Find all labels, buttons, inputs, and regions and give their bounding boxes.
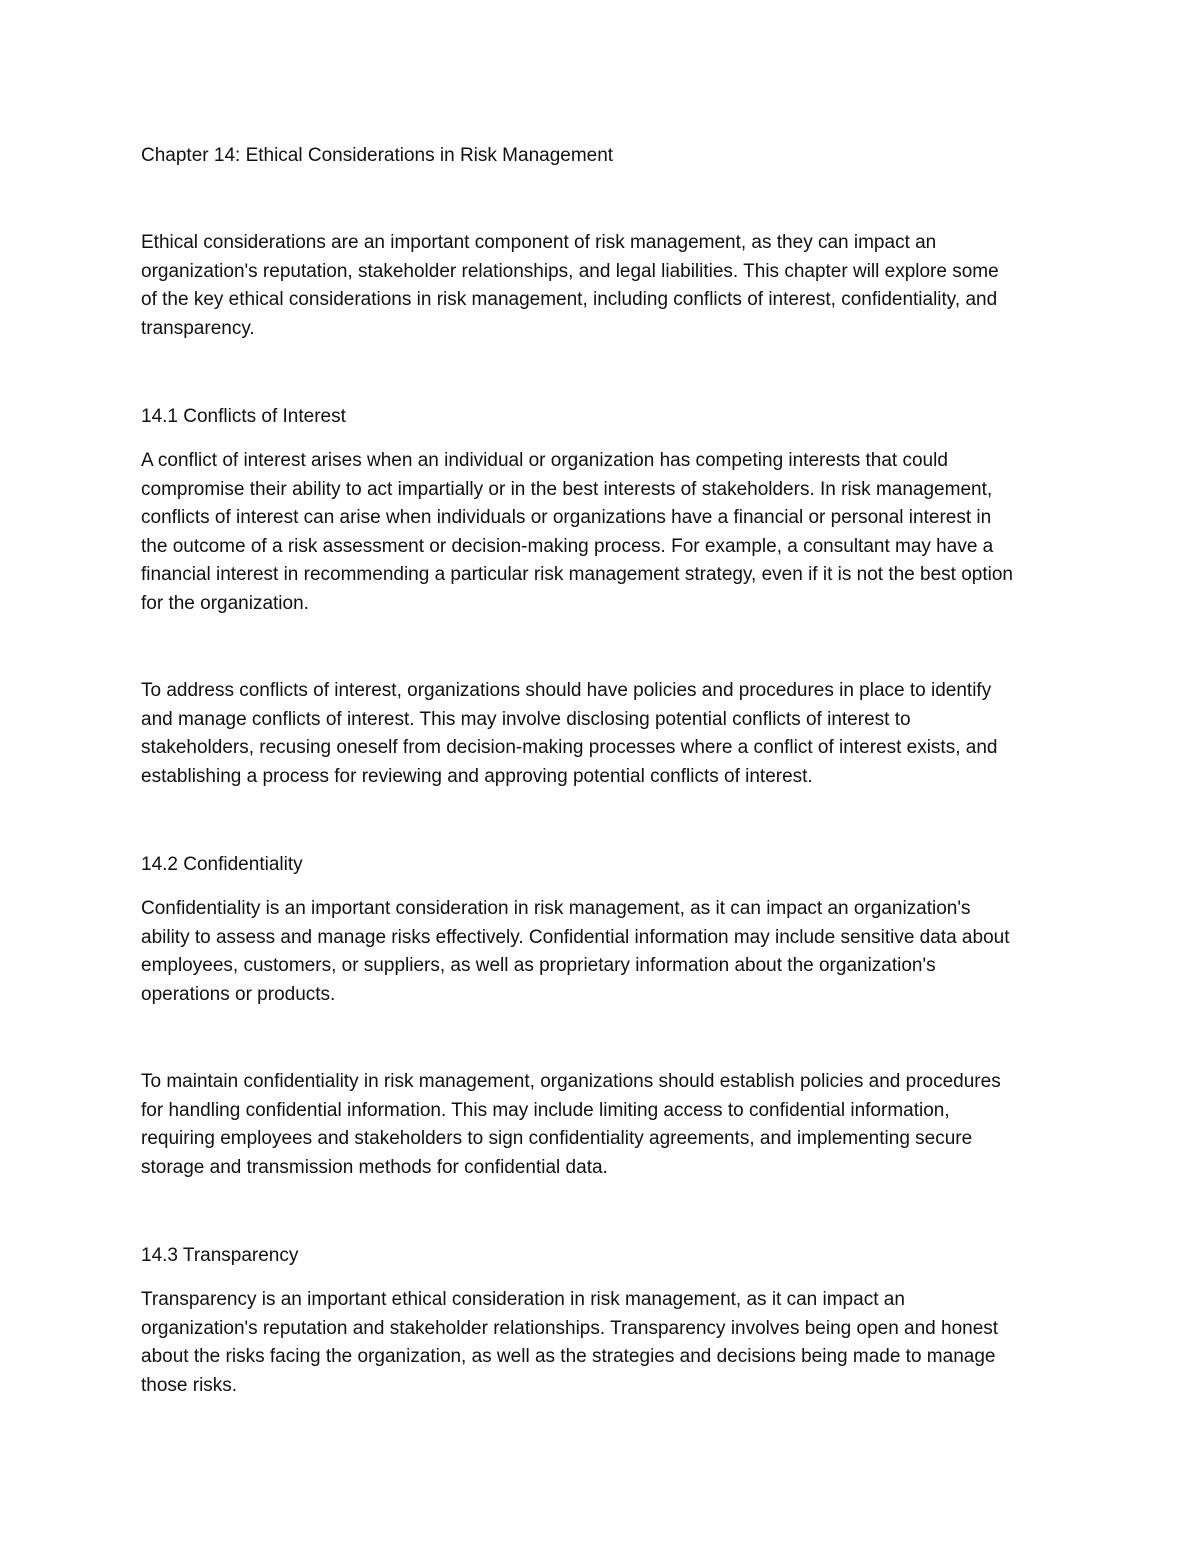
text-line: financial interest in recommending a particular risk management strategy, even if it is not the best option: [141, 564, 1013, 586]
text-line: Confidentiality is an important consideration in risk management, as it can impact an organization's: [141, 898, 971, 919]
conflicts-paragraph-1: [141, 447, 1071, 619]
text-line: transparency.: [141, 317, 255, 339]
text-line: operations or products.: [141, 983, 336, 1005]
confidentiality-paragraph-1: [141, 895, 1071, 1009]
text-line: establishing a process for reviewing and approving potential conflicts of interest.: [141, 765, 813, 787]
text-line: requiring employees and stakeholders to sign confidentiality agreements, and implementing secure: [141, 1128, 973, 1150]
heading-line: 14.1 Conflicts of Interest: [141, 406, 346, 427]
text-line: conflicts of interest can arise when individuals or organizations have a financial or personal interest in: [141, 507, 992, 529]
text-line: those risks.: [141, 1374, 238, 1396]
text-line: storage and transmission methods for confidential data.: [141, 1156, 608, 1178]
text-line: Transparency is an important ethical consideration in risk management, as it can impact an: [141, 1289, 905, 1310]
text-line: for the organization.: [141, 592, 309, 614]
text-line: for handling confidential information. This may include limiting access to confidential information,: [141, 1099, 950, 1121]
intro-paragraph: [141, 229, 1071, 343]
confidentiality-paragraph-2: [141, 1068, 1071, 1182]
text-line: To maintain confidentiality in risk management, organizations should establish policies and procedures: [141, 1071, 1001, 1092]
text-line: the outcome of a risk assessment or decision-making process. For example, a consultant may have a: [141, 535, 994, 557]
section-heading-transparency: [141, 1242, 1071, 1271]
text-line: employees, customers, or suppliers, as well as proprietary information about the organization's: [141, 955, 936, 977]
heading-line: 14.2 Confidentiality: [141, 854, 303, 875]
text-line: ability to assess and manage risks effectively. Confidential information may include sensitive data about: [141, 926, 1010, 948]
text-line: of the key ethical considerations in risk management, including conflicts of interest, confidentiality, and: [141, 289, 998, 311]
chapter-title: [141, 142, 1071, 171]
section-heading-confidentiality: [141, 851, 1071, 880]
text-line: Ethical considerations are an important component of risk management, as they can impact an: [141, 232, 937, 253]
text-line: To address conflicts of interest, organizations should have policies and procedures in place to identify: [141, 680, 992, 701]
conflicts-paragraph-2: [141, 677, 1071, 791]
text-line: organization's reputation and stakeholder relationships. Transparency involves being open and honest: [141, 1317, 999, 1339]
text-line: organization's reputation, stakeholder relationships, and legal liabilities. This chapter will explore some: [141, 260, 999, 282]
text-line: stakeholders, recusing oneself from decision-making processes where a conflict of interest exists, and: [141, 737, 998, 759]
text-line: compromise their ability to act impartially or in the best interests of stakeholders. In risk management,: [141, 478, 993, 500]
text-line: about the risks facing the organization, as well as the strategies and decisions being made to manage: [141, 1346, 996, 1368]
title-line: Chapter 14: Ethical Considerations in Risk Management: [141, 145, 614, 166]
heading-line: 14.3 Transparency: [141, 1245, 299, 1266]
section-heading-conflicts: [141, 403, 1071, 432]
transparency-paragraph-1: [141, 1286, 1071, 1400]
text-line: and manage conflicts of interest. This may involve disclosing potential conflicts of interest to: [141, 708, 911, 730]
text-line: A conflict of interest arises when an individual or organization has competing interests that could: [141, 450, 948, 471]
